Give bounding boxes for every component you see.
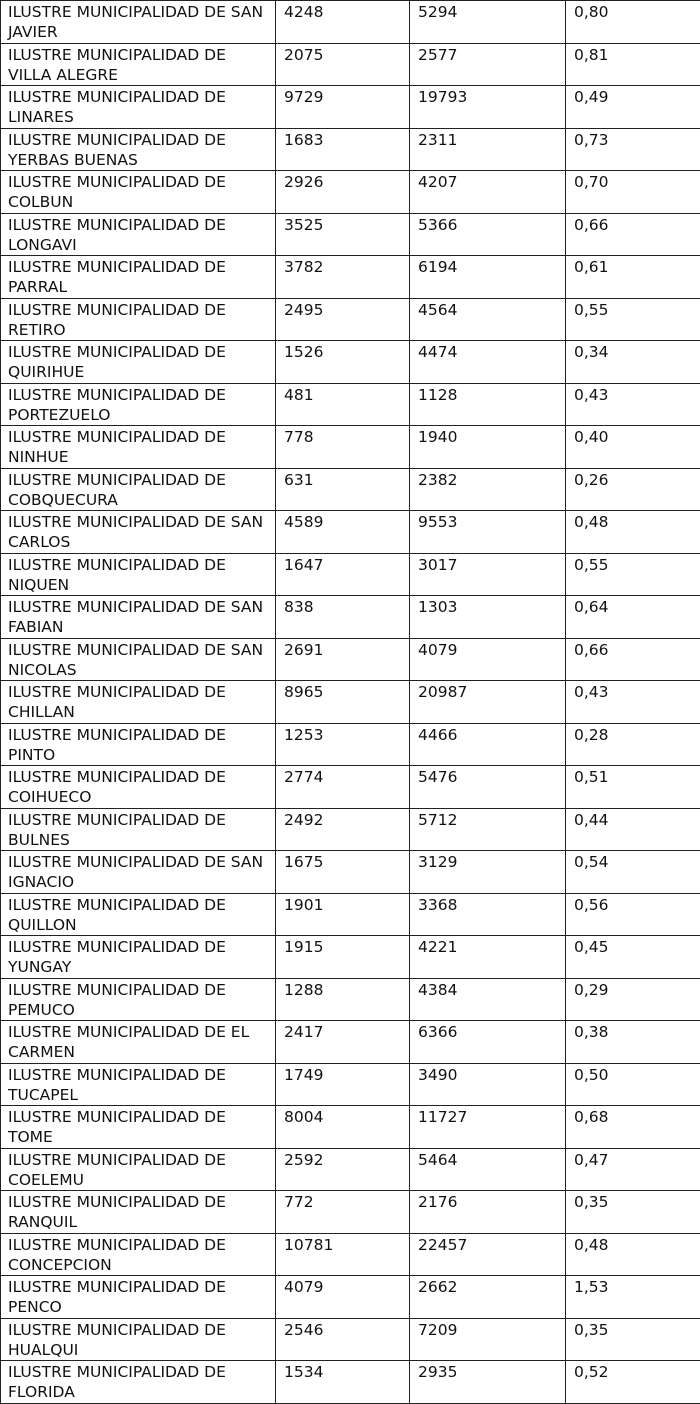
ratio-cell: 0,68 [566, 1106, 700, 1149]
table-row [1, 86, 700, 129]
municipality-cell: ILUSTRE MUNICIPALIDAD DE VILLA ALEGRE [1, 43, 276, 86]
table-row [1, 383, 700, 426]
ratio-cell: 1,53 [566, 1276, 700, 1319]
value-a-cell: 2691 [276, 638, 410, 681]
municipality-cell: ILUSTRE MUNICIPALIDAD DE RANQUIL [1, 1191, 276, 1234]
value-a-cell: 10781 [276, 1233, 410, 1276]
ratio-cell: 0,45 [566, 936, 700, 979]
table-row [1, 1021, 700, 1064]
value-b-cell: 5294 [410, 1, 566, 44]
table-row [1, 426, 700, 469]
municipality-cell: ILUSTRE MUNICIPALIDAD DE RETIRO [1, 298, 276, 341]
table-row [1, 1148, 700, 1191]
municipality-cell: ILUSTRE MUNICIPALIDAD DE SAN JAVIER [1, 1, 276, 44]
municipality-cell: ILUSTRE MUNICIPALIDAD DE HUALQUI [1, 1318, 276, 1361]
municipality-cell: ILUSTRE MUNICIPALIDAD DE COIHUECO [1, 766, 276, 809]
value-a-cell: 2592 [276, 1148, 410, 1191]
ratio-cell: 0,38 [566, 1021, 700, 1064]
value-b-cell: 11727 [410, 1106, 566, 1149]
table-row [1, 43, 700, 86]
municipality-cell: ILUSTRE MUNICIPALIDAD DE SAN FABIAN [1, 596, 276, 639]
ratio-cell: 0,35 [566, 1191, 700, 1234]
table-row [1, 468, 700, 511]
municipality-cell: ILUSTRE MUNICIPALIDAD DE PEMUCO [1, 978, 276, 1021]
municipality-cell: ILUSTRE MUNICIPALIDAD DE TOME [1, 1106, 276, 1149]
ratio-cell: 0,61 [566, 256, 700, 299]
ratio-cell: 0,44 [566, 808, 700, 851]
value-b-cell: 3129 [410, 851, 566, 894]
value-b-cell: 3368 [410, 893, 566, 936]
municipality-cell: ILUSTRE MUNICIPALIDAD DE PENCO [1, 1276, 276, 1319]
value-a-cell: 1749 [276, 1063, 410, 1106]
value-a-cell: 8004 [276, 1106, 410, 1149]
value-a-cell: 1683 [276, 128, 410, 171]
ratio-cell: 0,35 [566, 1318, 700, 1361]
ratio-cell: 0,43 [566, 383, 700, 426]
value-a-cell: 2075 [276, 43, 410, 86]
table-row [1, 298, 700, 341]
value-b-cell: 1940 [410, 426, 566, 469]
value-b-cell: 3490 [410, 1063, 566, 1106]
municipality-cell: ILUSTRE MUNICIPALIDAD DE COELEMU [1, 1148, 276, 1191]
ratio-cell: 0,66 [566, 213, 700, 256]
municipality-cell: ILUSTRE MUNICIPALIDAD DE FLORIDA [1, 1361, 276, 1404]
value-b-cell: 4221 [410, 936, 566, 979]
ratio-cell: 0,64 [566, 596, 700, 639]
table-row [1, 511, 700, 554]
table-row [1, 1233, 700, 1276]
ratio-cell: 0,26 [566, 468, 700, 511]
ratio-cell: 0,55 [566, 298, 700, 341]
ratio-cell: 0,54 [566, 851, 700, 894]
ratio-cell: 0,73 [566, 128, 700, 171]
value-b-cell: 4207 [410, 171, 566, 214]
table-row [1, 596, 700, 639]
value-a-cell: 2495 [276, 298, 410, 341]
municipality-cell: ILUSTRE MUNICIPALIDAD DE QUILLON [1, 893, 276, 936]
table-row [1, 936, 700, 979]
value-b-cell: 5366 [410, 213, 566, 256]
value-a-cell: 838 [276, 596, 410, 639]
table-row [1, 128, 700, 171]
ratio-cell: 0,29 [566, 978, 700, 1021]
ratio-cell: 0,55 [566, 553, 700, 596]
municipality-cell: ILUSTRE MUNICIPALIDAD DE QUIRIHUE [1, 341, 276, 384]
value-a-cell: 4248 [276, 1, 410, 44]
value-a-cell: 1915 [276, 936, 410, 979]
municipality-cell: ILUSTRE MUNICIPALIDAD DE CHILLAN [1, 681, 276, 724]
table-row [1, 1, 700, 44]
value-a-cell: 1534 [276, 1361, 410, 1404]
table-body [1, 1, 700, 1404]
value-b-cell: 7209 [410, 1318, 566, 1361]
table-row [1, 213, 700, 256]
municipality-cell: ILUSTRE MUNICIPALIDAD DE NINHUE [1, 426, 276, 469]
ratio-cell: 0,56 [566, 893, 700, 936]
ratio-cell: 0,80 [566, 1, 700, 44]
table-row [1, 1191, 700, 1234]
value-a-cell: 1675 [276, 851, 410, 894]
value-b-cell: 4466 [410, 723, 566, 766]
table-row [1, 341, 700, 384]
value-b-cell: 20987 [410, 681, 566, 724]
municipality-cell: ILUSTRE MUNICIPALIDAD DE PARRAL [1, 256, 276, 299]
value-a-cell: 2492 [276, 808, 410, 851]
value-a-cell: 1288 [276, 978, 410, 1021]
municipality-cell: ILUSTRE MUNICIPALIDAD DE PORTEZUELO [1, 383, 276, 426]
table-row [1, 851, 700, 894]
municipality-cell: ILUSTRE MUNICIPALIDAD DE PINTO [1, 723, 276, 766]
ratio-cell: 0,50 [566, 1063, 700, 1106]
table-row [1, 808, 700, 851]
table-row [1, 638, 700, 681]
ratio-cell: 0,43 [566, 681, 700, 724]
ratio-cell: 0,70 [566, 171, 700, 214]
table-row [1, 553, 700, 596]
value-a-cell: 778 [276, 426, 410, 469]
value-b-cell: 3017 [410, 553, 566, 596]
value-a-cell: 2546 [276, 1318, 410, 1361]
municipality-cell: ILUSTRE MUNICIPALIDAD DE YERBAS BUENAS [1, 128, 276, 171]
municipality-cell: ILUSTRE MUNICIPALIDAD DE BULNES [1, 808, 276, 851]
municipality-cell: ILUSTRE MUNICIPALIDAD DE CONCEPCION [1, 1233, 276, 1276]
value-a-cell: 3782 [276, 256, 410, 299]
municipality-cell: ILUSTRE MUNICIPALIDAD DE YUNGAY [1, 936, 276, 979]
value-b-cell: 2935 [410, 1361, 566, 1404]
value-b-cell: 19793 [410, 86, 566, 129]
value-b-cell: 9553 [410, 511, 566, 554]
ratio-cell: 0,66 [566, 638, 700, 681]
value-b-cell: 4474 [410, 341, 566, 384]
value-b-cell: 4564 [410, 298, 566, 341]
table-row [1, 1361, 700, 1404]
municipality-cell: ILUSTRE MUNICIPALIDAD DE SAN IGNACIO [1, 851, 276, 894]
ratio-cell: 0,48 [566, 511, 700, 554]
ratio-cell: 0,40 [566, 426, 700, 469]
municipality-cell: ILUSTRE MUNICIPALIDAD DE COBQUECURA [1, 468, 276, 511]
value-a-cell: 631 [276, 468, 410, 511]
ratio-cell: 0,48 [566, 1233, 700, 1276]
table-row [1, 1106, 700, 1149]
municipality-cell: ILUSTRE MUNICIPALIDAD DE SAN NICOLAS [1, 638, 276, 681]
value-b-cell: 4079 [410, 638, 566, 681]
value-b-cell: 6366 [410, 1021, 566, 1064]
value-b-cell: 2577 [410, 43, 566, 86]
table-row [1, 681, 700, 724]
value-b-cell: 2382 [410, 468, 566, 511]
ratio-cell: 0,81 [566, 43, 700, 86]
table-row [1, 171, 700, 214]
value-b-cell: 1128 [410, 383, 566, 426]
value-a-cell: 1526 [276, 341, 410, 384]
table-row [1, 978, 700, 1021]
value-a-cell: 4079 [276, 1276, 410, 1319]
value-a-cell: 2926 [276, 171, 410, 214]
ratio-cell: 0,34 [566, 341, 700, 384]
municipality-cell: ILUSTRE MUNICIPALIDAD DE TUCAPEL [1, 1063, 276, 1106]
value-b-cell: 5476 [410, 766, 566, 809]
value-b-cell: 2662 [410, 1276, 566, 1319]
value-a-cell: 1647 [276, 553, 410, 596]
ratio-cell: 0,52 [566, 1361, 700, 1404]
municipality-cell: ILUSTRE MUNICIPALIDAD DE NIQUEN [1, 553, 276, 596]
table-row [1, 893, 700, 936]
table-row [1, 766, 700, 809]
table-row [1, 256, 700, 299]
municipality-cell: ILUSTRE MUNICIPALIDAD DE LONGAVI [1, 213, 276, 256]
value-b-cell: 6194 [410, 256, 566, 299]
ratio-cell: 0,49 [566, 86, 700, 129]
value-a-cell: 8965 [276, 681, 410, 724]
municipality-cell: ILUSTRE MUNICIPALIDAD DE LINARES [1, 86, 276, 129]
value-b-cell: 2176 [410, 1191, 566, 1234]
value-b-cell: 2311 [410, 128, 566, 171]
value-a-cell: 1901 [276, 893, 410, 936]
table-row [1, 1063, 700, 1106]
value-a-cell: 2417 [276, 1021, 410, 1064]
value-a-cell: 9729 [276, 86, 410, 129]
value-a-cell: 3525 [276, 213, 410, 256]
value-b-cell: 5464 [410, 1148, 566, 1191]
value-b-cell: 22457 [410, 1233, 566, 1276]
value-a-cell: 481 [276, 383, 410, 426]
value-a-cell: 772 [276, 1191, 410, 1234]
municipality-cell: ILUSTRE MUNICIPALIDAD DE EL CARMEN [1, 1021, 276, 1064]
table-row [1, 1276, 700, 1319]
table-row [1, 1318, 700, 1361]
ratio-cell: 0,47 [566, 1148, 700, 1191]
ratio-cell: 0,28 [566, 723, 700, 766]
value-b-cell: 1303 [410, 596, 566, 639]
municipality-cell: ILUSTRE MUNICIPALIDAD DE SAN CARLOS [1, 511, 276, 554]
table-row [1, 723, 700, 766]
value-a-cell: 4589 [276, 511, 410, 554]
value-a-cell: 2774 [276, 766, 410, 809]
ratio-cell: 0,51 [566, 766, 700, 809]
value-b-cell: 5712 [410, 808, 566, 851]
value-a-cell: 1253 [276, 723, 410, 766]
value-b-cell: 4384 [410, 978, 566, 1021]
municipality-cell: ILUSTRE MUNICIPALIDAD DE COLBUN [1, 171, 276, 214]
